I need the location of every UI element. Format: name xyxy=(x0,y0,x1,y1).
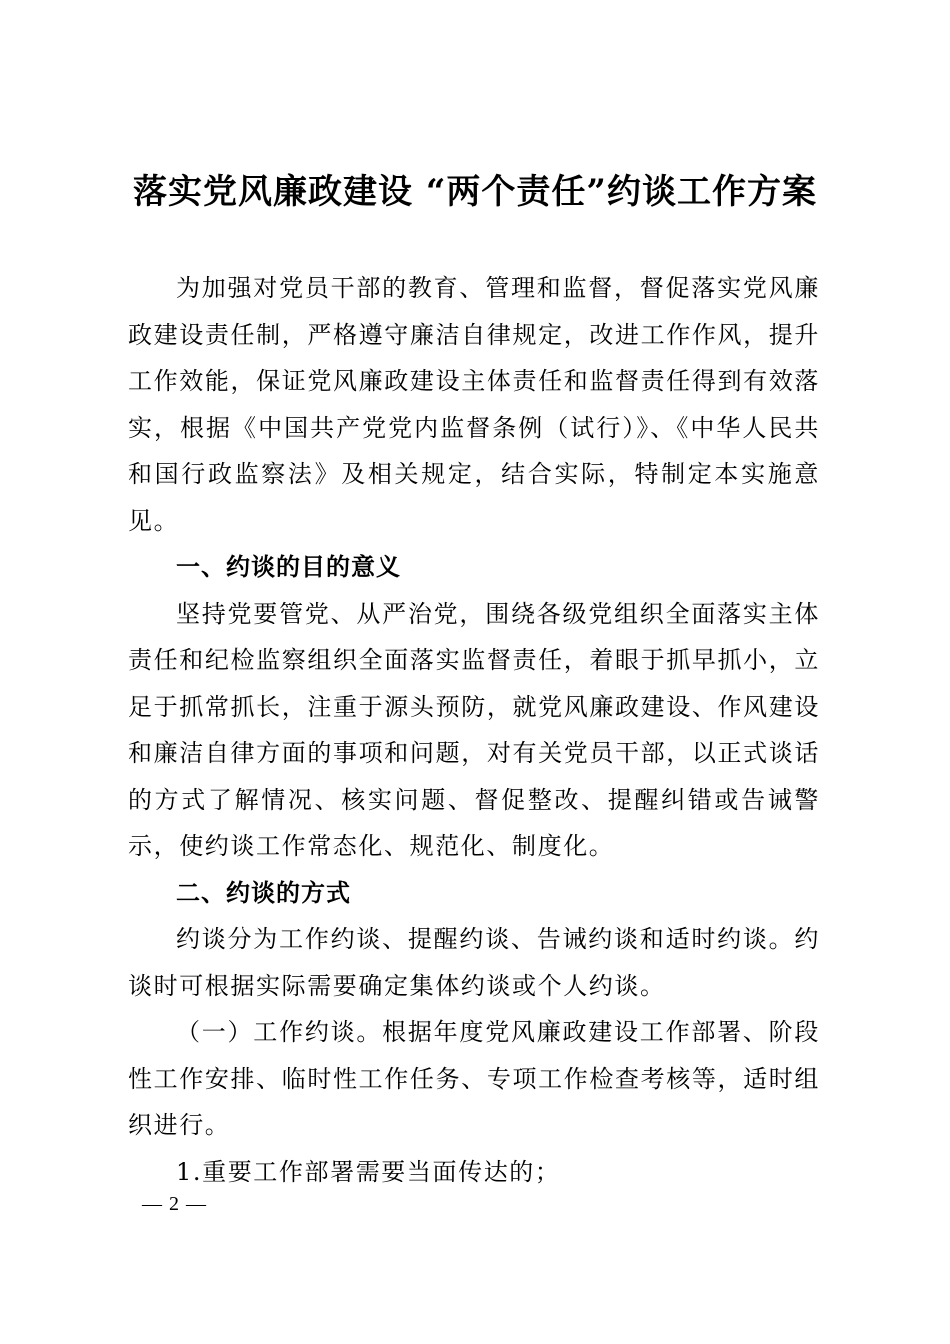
page-number: — 2 — xyxy=(142,1193,207,1215)
work-interview-paragraph: （一）工作约谈。根据年度党风廉政建设工作部署、阶段性工作安排、临时性工作任务、专项工作检查考核等，适时组织进行。 xyxy=(128,1018,820,1139)
methods-paragraph: 约谈分为工作约谈、提醒约谈、告诫约谈和适时约谈。约谈时可根据实际需要确定集体约谈或个人约谈。 xyxy=(128,925,820,1000)
section-heading-purpose: 一、约谈的目的意义 xyxy=(176,553,401,581)
intro-paragraph: 为加强对党员干部的教育、管理和监督，督促落实党风廉政建设责任制，严格遵守廉洁自律规定，改进工作作风，提升工作效能，保证党风廉政建设主体责任和监督责任得到有效落实，根据《中国共产党党内监督条例（试行）》、《中华人民共和国行政监察法》及相关规定，结合实际，特制定本实施意见。 xyxy=(128,274,820,535)
document-title: 落实党风廉政建设 “两个责任”约谈工作方案 xyxy=(133,172,817,212)
list-item-1: 1.重要工作部署需要当面传达的； xyxy=(176,1157,561,1186)
section-heading-methods: 二、约谈的方式 xyxy=(176,878,351,907)
purpose-paragraph: 坚持党要管党、从严治党，围绕各级党组织全面落实主体责任和纪检监察组织全面落实监督责任，着眼于抓早抓小，立足于抓常抓长，注重于源头预防，就党风廉政建设、作风建设和廉洁自律方面的事项和问题，对有关党员干部，以正式谈话的方式了解情况、核实问题、督促整改、提醒纠错或告诫警示，使约谈工作常态化、规范化、制度化。 xyxy=(128,599,820,860)
document-body xyxy=(128,265,820,1195)
